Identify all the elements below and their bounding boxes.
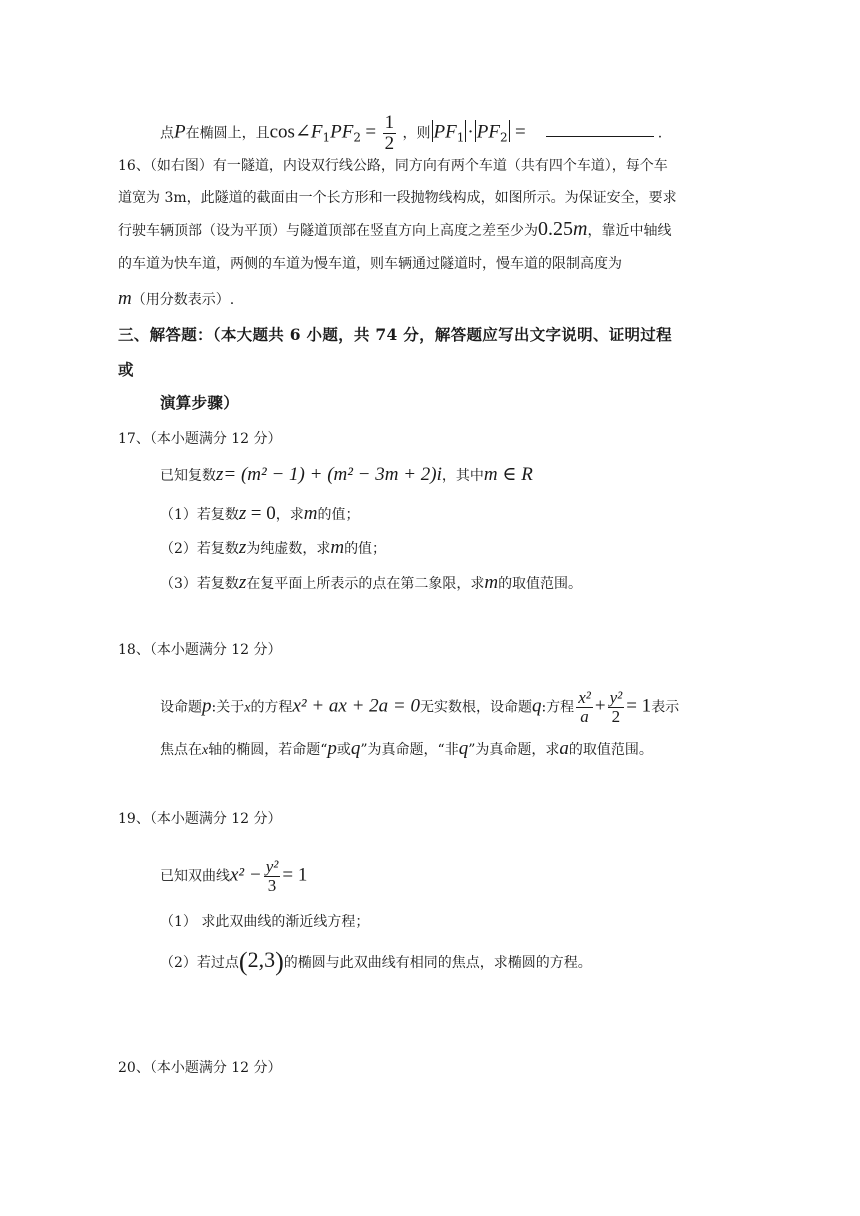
var-m: m bbox=[484, 572, 499, 593]
cos: cos bbox=[269, 121, 295, 143]
text: （1）若复数 bbox=[160, 507, 239, 523]
text: （2）若过点 bbox=[160, 955, 239, 971]
text: 在复平面上所表示的点在第二象限，求 bbox=[246, 576, 485, 592]
p16-line1: 16、（如右图）有一隧道，内设双行线公路，同方向有两个车道（共有四个车道），每个车 bbox=[118, 158, 668, 174]
var-z: z bbox=[238, 503, 247, 524]
answer-blank bbox=[546, 124, 654, 137]
var-q: q bbox=[531, 695, 542, 717]
var-z: z bbox=[238, 537, 247, 558]
q17-part2 bbox=[160, 538, 386, 559]
text: 点 bbox=[160, 125, 174, 142]
plus: + bbox=[594, 695, 606, 717]
q19-header: 19、（本小题满分 12 分） bbox=[118, 811, 282, 827]
p16-line2: 道宽为 3m，此隧道的截面由一个长方形和一段抛物线构成，如图所示。为保证安全，要求 bbox=[118, 190, 677, 206]
equation: x² + ax + 2a = 0 bbox=[292, 695, 420, 717]
text: 焦点在 bbox=[160, 742, 202, 758]
var-x: x bbox=[202, 743, 209, 758]
q18-line1 bbox=[160, 689, 679, 726]
equation: = (m² − 1) + (m² − 3m + 2)i bbox=[223, 464, 442, 485]
section3-line2: 或 bbox=[118, 360, 134, 379]
q18-line2 bbox=[160, 739, 653, 761]
text: ，其中 bbox=[441, 468, 484, 484]
period: . bbox=[657, 125, 663, 142]
var-pf: PF bbox=[476, 121, 500, 143]
text: 已知双曲线 bbox=[160, 868, 230, 885]
dot: · bbox=[467, 121, 474, 143]
text: :关于 bbox=[211, 699, 245, 716]
text: 为纯虚数，求 bbox=[246, 541, 331, 557]
numerator: y² bbox=[265, 857, 279, 876]
q17-header: 17、（本小题满分 12 分） bbox=[118, 431, 282, 447]
fraction-y2-2 bbox=[608, 689, 625, 726]
equation: = 1 bbox=[282, 864, 308, 886]
p15-line bbox=[160, 113, 662, 154]
numerator: 1 bbox=[384, 112, 395, 133]
fraction-x2-a bbox=[576, 689, 593, 726]
equals: = bbox=[515, 121, 526, 143]
numerator: y² bbox=[609, 688, 623, 707]
text: 轴的椭圆，若命题“ bbox=[208, 742, 328, 758]
var-z: z bbox=[216, 464, 224, 485]
sub: 2 bbox=[353, 130, 361, 145]
equation: = 1 bbox=[626, 695, 652, 717]
var-q: q bbox=[458, 738, 469, 759]
var-p: p bbox=[202, 695, 212, 717]
denominator: 3 bbox=[267, 875, 277, 895]
q17-part1 bbox=[160, 504, 359, 525]
var-q: q bbox=[350, 738, 361, 759]
text: 的椭圆与此双曲线有相同的焦点，求椭圆的方程。 bbox=[283, 955, 592, 971]
q20-header: 20、（本小题满分 12 分） bbox=[118, 1060, 282, 1076]
point: 2,3 bbox=[247, 947, 276, 972]
q17-part3 bbox=[160, 573, 582, 594]
equals: = bbox=[365, 121, 377, 143]
var-pf: PF bbox=[330, 121, 354, 143]
text: 已知复数 bbox=[160, 468, 216, 484]
angle: ∠ bbox=[294, 121, 311, 143]
var-pf: PF bbox=[433, 121, 457, 143]
var-m: m bbox=[118, 288, 132, 309]
section3-line1: 三、解答题：（本大题共 6 小题，共 74 分，解答题应写出文字说明、证明过程 bbox=[118, 325, 672, 344]
denominator: 2 bbox=[384, 132, 395, 154]
text: ”为真命题，求 bbox=[468, 742, 560, 758]
var-x: x bbox=[244, 700, 251, 716]
denominator: a bbox=[580, 706, 589, 726]
q18-header: 18、（本小题满分 12 分） bbox=[118, 642, 282, 658]
var-a: a bbox=[559, 738, 569, 759]
equation: = 0 bbox=[250, 503, 276, 524]
text: 或 bbox=[336, 742, 351, 758]
text: 表示 bbox=[651, 699, 680, 716]
fraction-half bbox=[383, 113, 397, 154]
sub: 1 bbox=[456, 130, 465, 145]
text: （3）若复数 bbox=[160, 576, 239, 592]
q17-stem bbox=[160, 465, 533, 486]
q19-part1: （1） 求此双曲线的渐近线方程； bbox=[160, 914, 370, 930]
var-f: F bbox=[310, 121, 323, 143]
sub: 2 bbox=[499, 130, 508, 145]
q19-stem bbox=[160, 858, 307, 895]
text: 在椭圆上，且 bbox=[185, 125, 270, 142]
var-p: P bbox=[174, 121, 186, 143]
text: ”为真命题，“非 bbox=[360, 742, 459, 758]
text: （2）若复数 bbox=[160, 541, 239, 557]
p16-line4: 的车道为快车道，两侧的车道为慢车道，则车辆通过隧道时，慢车道的限制高度为 bbox=[118, 256, 622, 272]
text: ，求 bbox=[275, 507, 304, 523]
text: ，则 bbox=[402, 125, 431, 142]
condition: m ∈ R bbox=[483, 464, 533, 485]
value: 0.25 bbox=[538, 218, 573, 240]
text: 的取值范围。 bbox=[498, 576, 583, 592]
var-p: p bbox=[327, 738, 337, 759]
fraction-y2-3 bbox=[264, 858, 281, 895]
var-m: m bbox=[303, 503, 318, 524]
text: 行驶车辆顶部（设为平顶）与隧道顶部在竖直方向上高度之差至少为 bbox=[118, 223, 538, 239]
text: :方程 bbox=[541, 699, 575, 716]
text: 的值； bbox=[344, 541, 387, 557]
var-m: m bbox=[330, 537, 345, 558]
text: 的取值范围。 bbox=[568, 742, 653, 758]
text: 设命题 bbox=[160, 699, 202, 716]
q19-part2: （2）若过点(2,3)的椭圆与此双曲线有相同的焦点，求椭圆的方程。 bbox=[160, 947, 592, 976]
equation: x² − bbox=[230, 864, 262, 886]
var-z: z bbox=[238, 572, 247, 593]
p16-line5 bbox=[118, 289, 234, 310]
denominator: 2 bbox=[611, 706, 621, 726]
numerator: x² bbox=[578, 688, 591, 707]
text: 的方程 bbox=[250, 699, 293, 716]
p16-line3 bbox=[118, 219, 671, 241]
unit: m bbox=[573, 218, 588, 240]
text: 无实数根，设命题 bbox=[419, 699, 532, 716]
sub: 1 bbox=[322, 130, 331, 145]
text: 的值； bbox=[317, 507, 360, 523]
text: （用分数表示）. bbox=[131, 292, 235, 308]
section3-line3: 演算步骤） bbox=[160, 393, 240, 412]
text: ，靠近中轴线 bbox=[587, 223, 672, 239]
